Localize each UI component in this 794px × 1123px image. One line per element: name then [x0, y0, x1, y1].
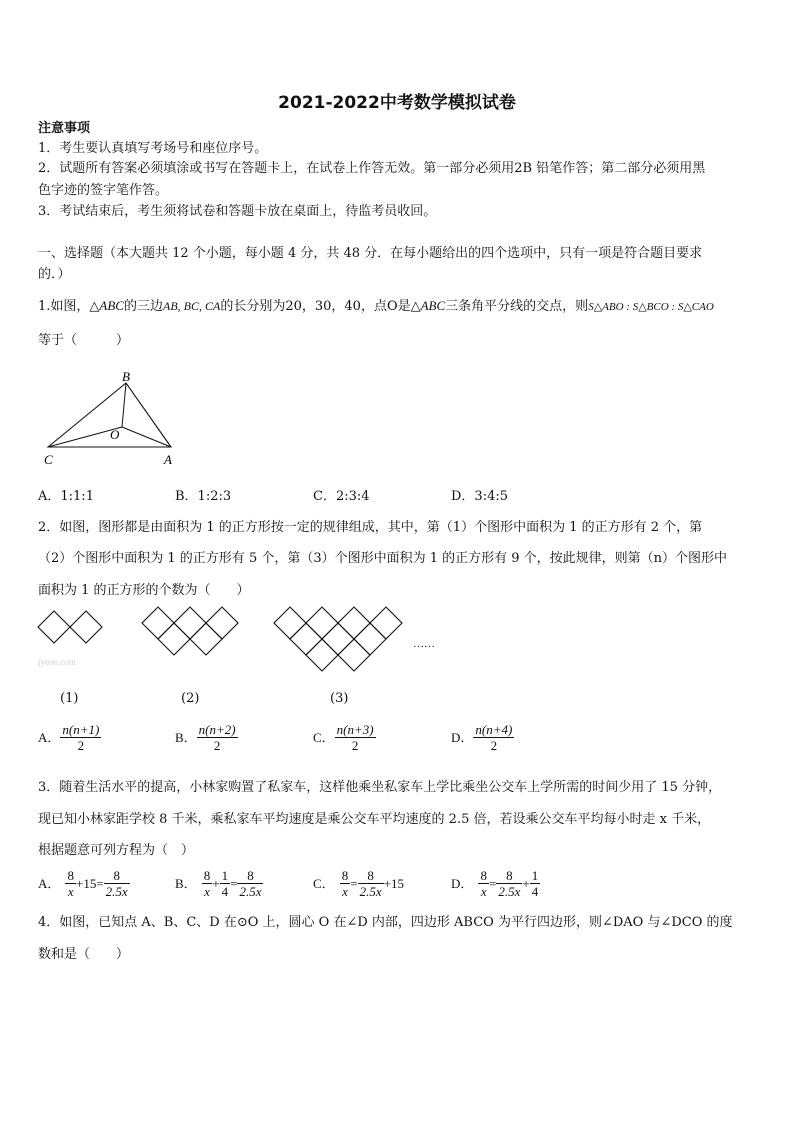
frac-denominator: 2.5x	[239, 884, 262, 899]
equals-sign: =	[96, 876, 104, 891]
q1-sides: AB, BC, CA	[162, 299, 221, 313]
notice-heading: 注意事项	[38, 121, 91, 136]
question-2-stem: 2．如图，图形都是由面积为 1 的正方形按一定的规律组成，其中，第（1）个图形中面积为 1 的正方形有 2 个，第	[38, 520, 703, 535]
q1-text: 的长分别为20，30，40，点O是	[220, 299, 411, 314]
frac-numerator: n(n+1)	[62, 722, 100, 737]
plus-sign: +	[212, 876, 220, 891]
q1-text: 的三边	[123, 299, 163, 314]
q1-text: 三条角平分线的交点，则	[445, 299, 589, 314]
frac-numerator: n(n+2)	[198, 722, 236, 737]
frac-denominator: 2.5x	[105, 884, 128, 899]
square-pattern-figures	[36, 603, 446, 683]
equals-sign: =	[230, 876, 238, 891]
question-2-stem: 面积为 1 的正方形的个数为（ ）	[38, 583, 250, 598]
frac-denominator: 2	[77, 738, 85, 753]
number: 15	[83, 876, 97, 891]
q2-option-b[interactable]	[175, 722, 238, 753]
frac-denominator: x	[480, 884, 487, 899]
page-title: 2021-2022中考数学模拟试卷	[278, 93, 516, 113]
q3-option-a[interactable]	[38, 868, 130, 899]
notice-item: 3．考试结束后，考生须将试卷和答题卡放在桌面上，待监考员收回。	[38, 204, 437, 219]
q3-option-c[interactable]	[313, 868, 404, 899]
q3-option-d[interactable]	[451, 868, 540, 899]
figure-label-2: (2)	[181, 691, 200, 706]
equals-sign: =	[350, 876, 358, 891]
option-label: B．	[175, 730, 197, 745]
number: 15	[390, 876, 404, 891]
q1-area-ratio: S△ABO : S△BCO : S△CAO	[588, 301, 714, 313]
frac-denominator: 2.5x	[498, 884, 521, 899]
q2-option-d[interactable]	[451, 722, 514, 753]
label-c: C	[44, 452, 53, 467]
q1-option-d[interactable]: D．3:4:5	[451, 489, 508, 504]
label-o: O	[110, 427, 120, 442]
frac-numerator: n(n+4)	[475, 722, 513, 737]
notice-item: 1．考生要认真填写考场号和座位序号。	[38, 141, 268, 156]
frac-numerator: 8	[358, 868, 384, 884]
plus-sign: +	[383, 876, 391, 891]
question-2-stem: （2）个图形中面积为 1 的正方形有 5 个，第（3）个图形中面积为 1 的正方形有 9 个，按此规律，则第（n）个图形中	[38, 551, 728, 566]
option-label: D．	[451, 730, 474, 745]
q1-triangle: △ABC	[410, 298, 446, 313]
bisector-bo	[122, 383, 126, 427]
figure-label-1: (1)	[60, 691, 79, 706]
frac-denominator: 2	[490, 738, 498, 753]
section-heading-line: 的．）	[38, 267, 71, 282]
watermark: jyeoo.com	[38, 657, 76, 667]
q2-option-c[interactable]	[313, 722, 376, 753]
notice-item: 色字迹的签字笔作答。	[38, 183, 169, 198]
question-1-stem	[38, 295, 714, 318]
frac-numerator: 1	[531, 868, 539, 883]
pattern-ellipsis: ……	[413, 638, 435, 650]
label-b: B	[122, 369, 130, 384]
frac-denominator: x	[204, 884, 210, 899]
frac-numerator: 8	[237, 868, 263, 884]
frac-denominator: 2	[213, 738, 221, 753]
option-label: C．	[313, 876, 335, 891]
option-label: D．	[451, 876, 474, 891]
plus-sign: +	[522, 876, 530, 891]
q1-option-b[interactable]: B．1:2:3	[175, 489, 232, 504]
q1-text: 1.如图，	[38, 299, 90, 314]
question-4-stem: 4．如图，已知点 A、B、C、D 在⊙O 上，圆心 O 在∠D 内部，四边形 ABCO 为平行四边形，则∠DAO 与∠DCO 的度	[38, 915, 733, 930]
option-label: B．	[175, 876, 197, 891]
question-4-stem: 数和是（ ）	[38, 947, 130, 962]
option-label: A．	[38, 730, 61, 745]
question-3-stem: 根据题意可列方程为（ ）	[38, 843, 195, 858]
triangle-figure	[38, 365, 188, 470]
pattern-figure-1	[38, 611, 102, 643]
frac-numerator: 8	[203, 868, 211, 883]
option-label: A．	[38, 876, 61, 891]
frac-numerator: 8	[67, 868, 74, 883]
plus-sign: +	[75, 876, 84, 891]
frac-denominator: x	[67, 884, 74, 899]
q1-triangle: △ABC	[89, 298, 124, 313]
frac-numerator: 8	[104, 868, 130, 884]
option-label: C．	[313, 730, 335, 745]
question-3-stem: 现已知小林家距学校 8 千米，乘私家车平均速度是乘公交车平均速度的 2.5 倍，若设乘公交车平均每小时走 x 千米，	[38, 812, 711, 827]
pattern-figure-2	[142, 607, 238, 655]
frac-numerator: 8	[496, 868, 522, 884]
q1-option-c[interactable]: C．2:3:4	[313, 489, 370, 504]
frac-denominator: 4	[221, 884, 229, 899]
q2-option-a[interactable]	[38, 722, 101, 753]
frac-denominator: 2.5x	[359, 884, 382, 899]
notice-item: 2．试题所有答案必须填涂或书写在答题卡上，在试卷上作答无效。第一部分必须用2B 铅笔作答；第二部分必须用黑	[38, 161, 706, 176]
q1-stem-line2: 等于（ ）	[38, 333, 130, 348]
frac-numerator: 8	[341, 868, 349, 883]
pattern-figure-3	[274, 607, 402, 671]
label-a: A	[164, 452, 172, 467]
frac-numerator: 8	[480, 868, 487, 883]
frac-denominator: 4	[531, 884, 539, 899]
equals-sign: =	[488, 876, 497, 891]
question-3-stem: 3．随着生活水平的提高，小林家购置了私家车，这样他乘坐私家车上学比乘坐公交车上学所需的时间少用了 15 分钟，	[38, 780, 722, 795]
q1-option-a[interactable]: A．1:1:1	[38, 489, 94, 504]
frac-denominator: x	[342, 884, 348, 899]
figure-label-3: (3)	[330, 691, 349, 706]
q3-option-b[interactable]	[175, 868, 263, 899]
section-heading-line: 一、选择题（本大题共 12 个小题，每小题 4 分，共 48 分．在每小题给出的四个选项中，只有一项是符合题目要求	[38, 246, 703, 261]
frac-numerator: n(n+3)	[336, 722, 374, 737]
frac-numerator: 1	[221, 868, 229, 883]
frac-denominator: 2	[351, 738, 359, 753]
